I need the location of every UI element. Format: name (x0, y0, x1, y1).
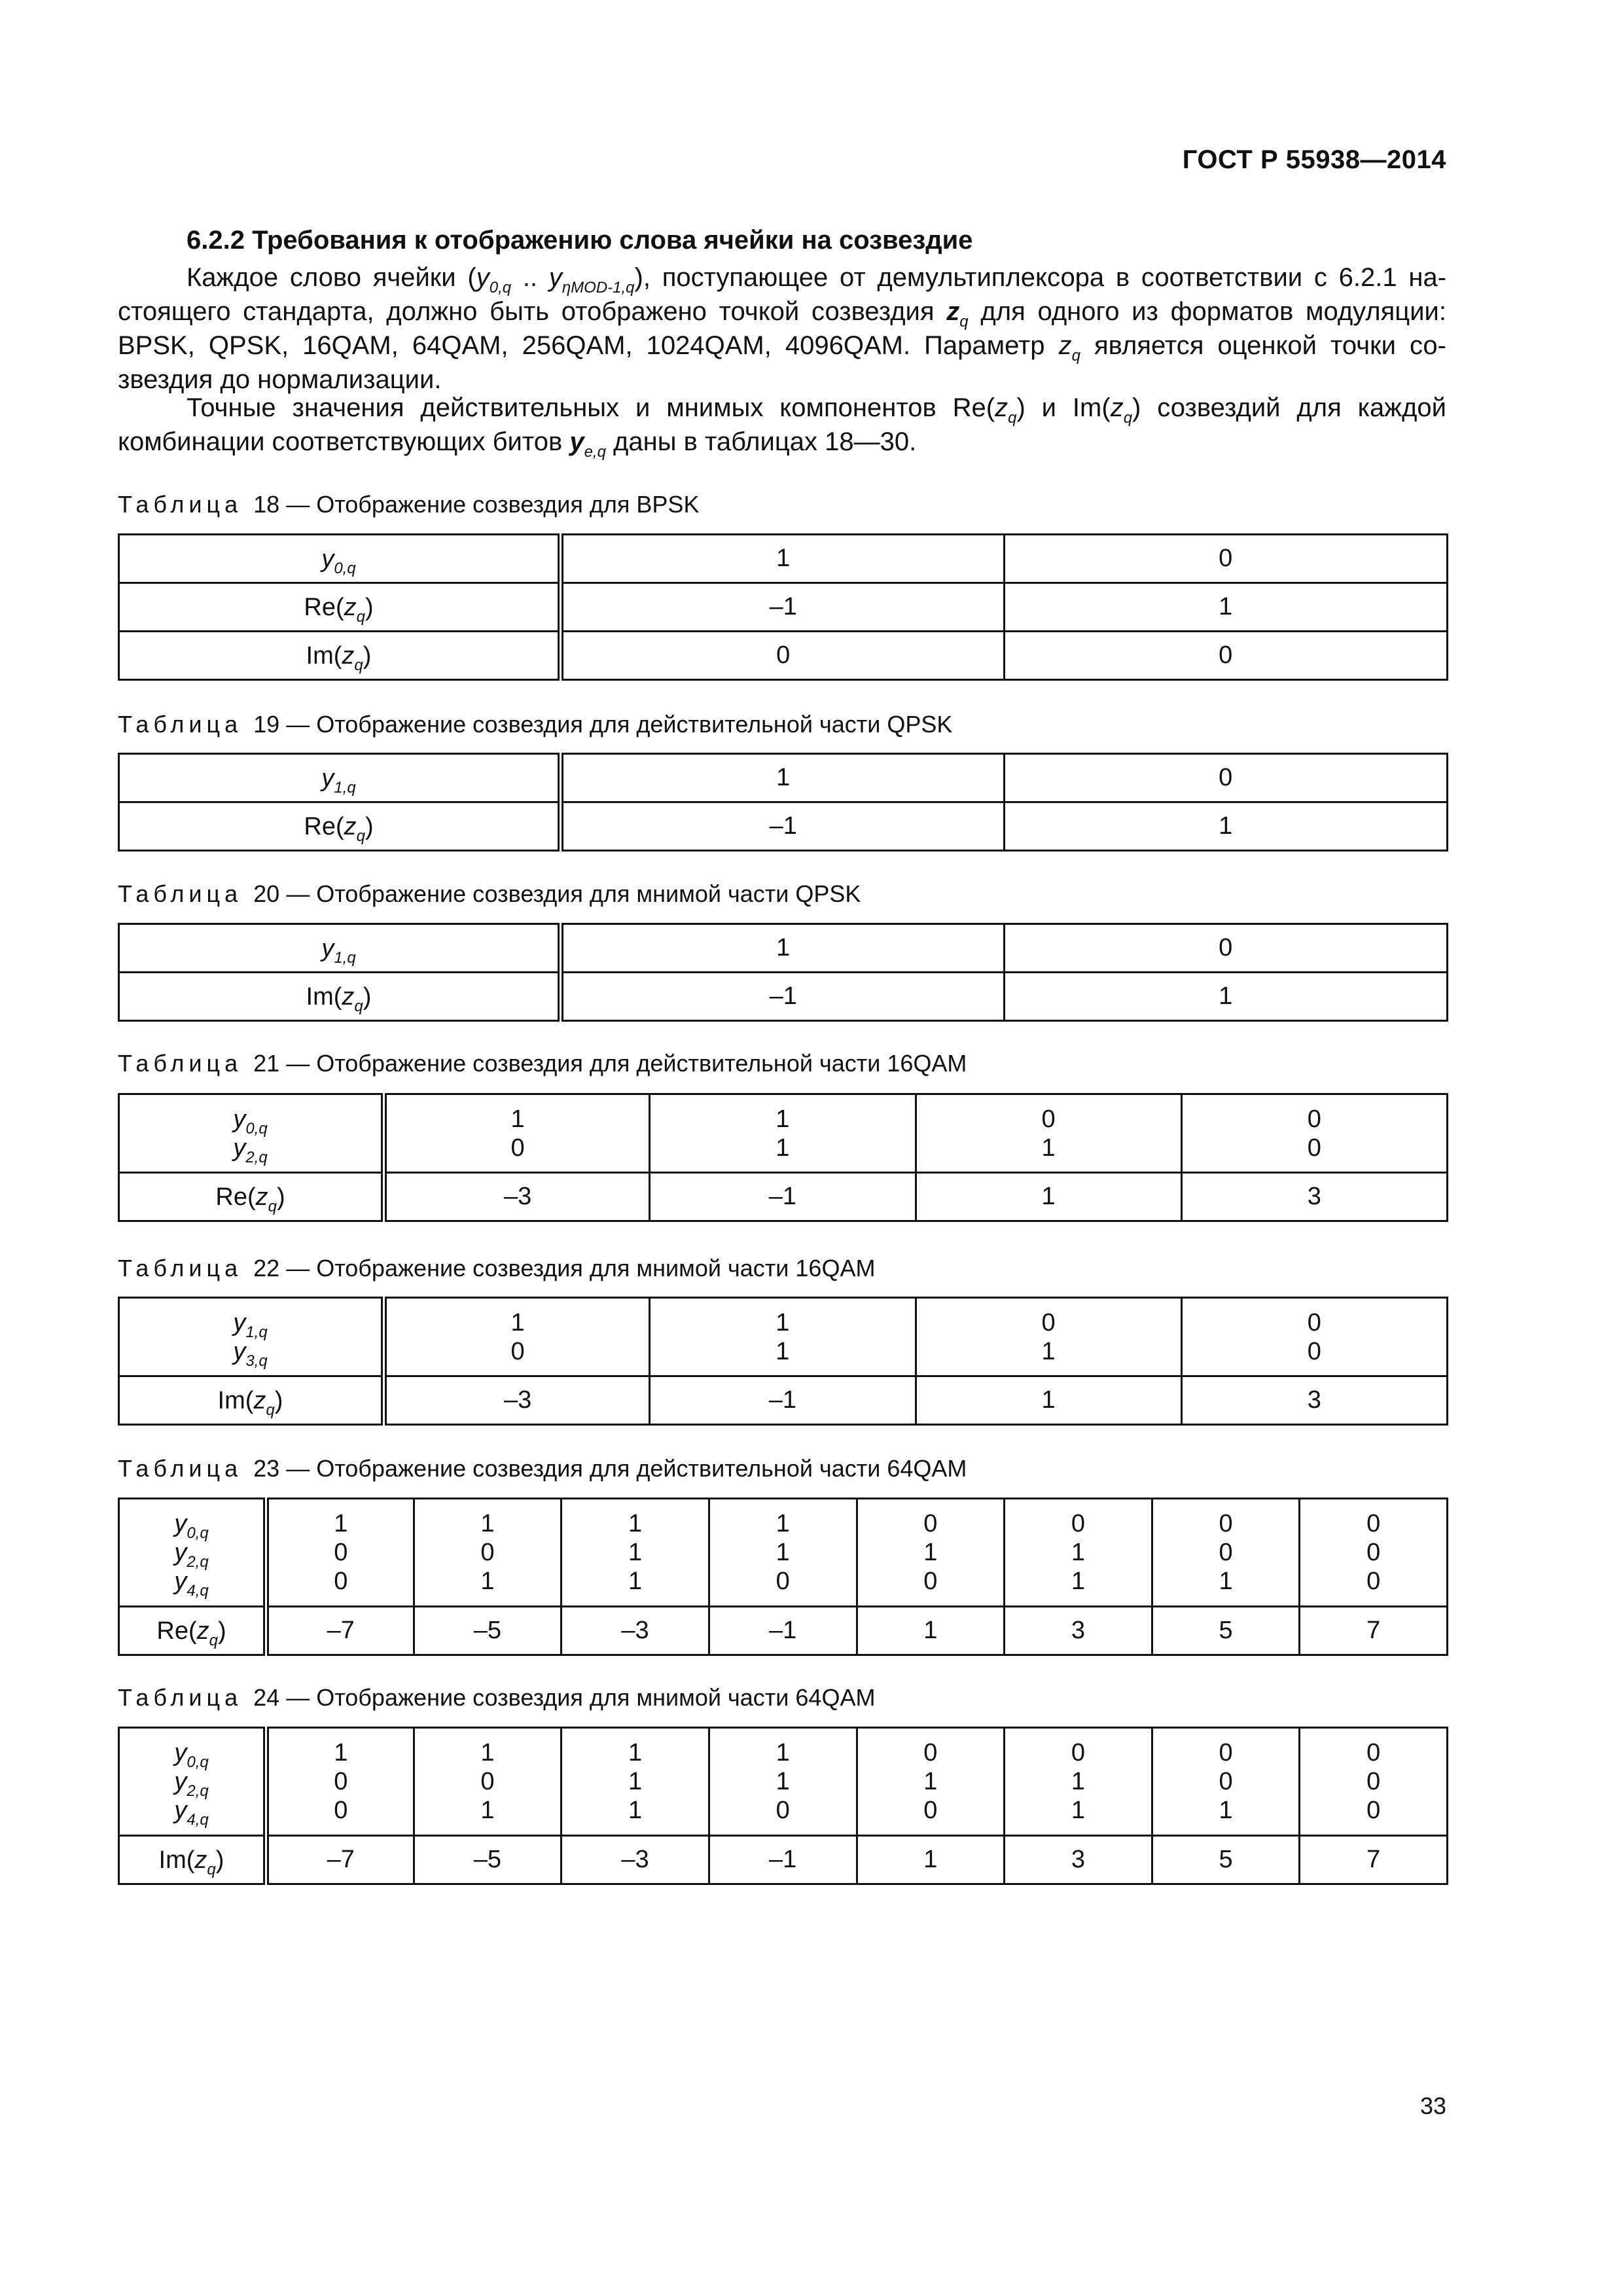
table-cell: 1 (857, 1607, 1005, 1655)
table-cell: 0 1 1 (1005, 1499, 1152, 1607)
table-caption-text: 23 — Отображение созвездия для действительной части 64QAM (253, 1455, 967, 1482)
table-cell: 1 (916, 1173, 1181, 1221)
table-cell: –1 (709, 1607, 857, 1655)
paragraph-2-line-2: комбинации соответствующих битов $y_{e,q}$ даны в таблицах 18—30. (118, 427, 917, 461)
row-header: $y_{0,q}$ $y_{2,q}$ (119, 1094, 384, 1173)
table-cell: 1 0 (384, 1094, 650, 1173)
row-header: $Im(z_q)$ (119, 1836, 266, 1884)
table-cell: 1 0 1 (414, 1499, 562, 1607)
mapping-table (118, 533, 1448, 681)
table-cell: 3 (1181, 1173, 1447, 1221)
paragraph-2 (118, 391, 1446, 459)
table-cell: –1 (650, 1376, 916, 1425)
table-cell: 0 0 (1181, 1298, 1447, 1376)
table-cell: 3 (1181, 1376, 1447, 1425)
table-cell: 0 1 1 (1005, 1728, 1152, 1836)
table-cell: –5 (414, 1607, 562, 1655)
table-row (119, 632, 1448, 680)
table-cell: –1 (561, 802, 1005, 851)
mapping-table (118, 1297, 1448, 1426)
row-header: $Re(z_q)$ (119, 1607, 266, 1655)
row-header: $y_{0,q}$ $y_{2,q}$ $y_{4,q}$ (119, 1499, 266, 1607)
table-row (119, 1173, 1448, 1221)
table-caption (118, 1255, 875, 1282)
table-cell: 0 (1004, 754, 1448, 802)
table-cell: 1 1 0 (709, 1728, 857, 1836)
table-cell: –3 (384, 1376, 650, 1425)
table-row (119, 1607, 1448, 1655)
table-caption (118, 491, 699, 518)
row-header: $Re(z_q)$ (119, 583, 561, 632)
table-cell: 1 (857, 1836, 1005, 1884)
table-cell: 7 (1300, 1607, 1448, 1655)
table-row (119, 1836, 1448, 1884)
section-heading: 6.2.2 Требования к отображению слова ячейки на созвездие (187, 226, 973, 255)
table-row (119, 1728, 1448, 1836)
table-cell: 7 (1300, 1836, 1448, 1884)
table-caption-word: Таблица (118, 1684, 254, 1711)
row-header: $y_{0,q}$ (119, 535, 561, 583)
mapping-table (118, 753, 1448, 852)
table-caption-word: Таблица (118, 1455, 254, 1482)
table-cell: 1 0 0 (266, 1728, 414, 1836)
row-header: $y_{1,q}$ $y_{3,q}$ (119, 1298, 384, 1376)
page-number: 33 (1419, 2092, 1446, 2119)
row-header: $Im(z_q)$ (119, 973, 561, 1021)
paragraph-1-line-3: BPSK, QPSK, 16QAM, 64QAM, 256QAM, 1024QAM, 4096QAM. Параметр $z_q$ является оценкой точки со- (118, 331, 1446, 365)
table-cell: –1 (650, 1173, 916, 1221)
table-cell: 5 (1152, 1607, 1300, 1655)
table-caption-text: 22 — Отображение созвездия для мнимой части 16QAM (253, 1255, 876, 1282)
table-cell: 0 1 0 (857, 1499, 1005, 1607)
table-cell: 1 1 1 (562, 1728, 709, 1836)
row-header: $y_{0,q}$ $y_{2,q}$ $y_{4,q}$ (119, 1728, 266, 1836)
table-cell: 1 (1004, 973, 1448, 1021)
table-caption (118, 1684, 875, 1712)
table-cell: 5 (1152, 1836, 1300, 1884)
table-cell: –1 (709, 1836, 857, 1884)
table-cell: –3 (562, 1607, 709, 1655)
table-cell: –1 (561, 973, 1005, 1021)
table-cell: –3 (384, 1173, 650, 1221)
table-cell: –7 (266, 1607, 414, 1655)
table-cell: 0 (1004, 632, 1448, 680)
table-cell: 1 (561, 754, 1005, 802)
table-caption (118, 711, 952, 738)
table-cell: 1 1 1 (562, 1499, 709, 1607)
table-caption-word: Таблица (118, 880, 254, 907)
table-cell: 0 0 (1181, 1094, 1447, 1173)
table-caption-text: 18 — Отображение созвездия для BPSK (253, 491, 700, 518)
table-cell: 1 1 0 (709, 1499, 857, 1607)
table-cell: –5 (414, 1836, 562, 1884)
table-row (119, 583, 1448, 632)
table-row (119, 754, 1448, 802)
table-cell: 1 1 (650, 1298, 916, 1376)
table-cell: 0 0 0 (1300, 1728, 1448, 1836)
table-cell: 1 1 (650, 1094, 916, 1173)
row-header: $y_{1,q}$ (119, 924, 561, 973)
table-row (119, 535, 1448, 583)
table-cell: 1 0 0 (266, 1499, 414, 1607)
table-cell: 1 0 (384, 1298, 650, 1376)
table-caption-text: 24 — Отображение созвездия для мнимой части 64QAM (253, 1684, 876, 1711)
mapping-table (118, 1727, 1448, 1885)
mapping-table (118, 923, 1448, 1022)
table-cell: 0 1 (916, 1298, 1181, 1376)
table-cell: 0 (1004, 924, 1448, 973)
table-row (119, 1094, 1448, 1173)
table-caption-word: Таблица (118, 1050, 254, 1077)
table-caption (118, 1050, 967, 1077)
table-row (119, 802, 1448, 851)
table-caption-word: Таблица (118, 491, 254, 518)
standard-number: ГОСТ Р 55938—2014 (1182, 145, 1446, 174)
table-cell: 3 (1005, 1607, 1152, 1655)
table-caption (118, 880, 861, 908)
table-cell: 0 (561, 632, 1005, 680)
table-row (119, 973, 1448, 1021)
table-caption-text: 19 — Отображение созвездия для действительной части QPSK (253, 711, 953, 738)
table-cell: –3 (562, 1836, 709, 1884)
row-header: $y_{1,q}$ (119, 754, 561, 802)
table-caption-text: 20 — Отображение созвездия для мнимой части QPSK (253, 880, 861, 907)
table-cell: 3 (1005, 1836, 1152, 1884)
row-header: $Re(z_q)$ (119, 1173, 384, 1221)
table-cell: 1 (1004, 583, 1448, 632)
table-row (119, 1376, 1448, 1425)
paragraph-1 (118, 260, 1446, 397)
mapping-table (118, 1093, 1448, 1222)
table-caption-word: Таблица (118, 1255, 254, 1282)
table-cell: 1 0 1 (414, 1728, 562, 1836)
table-row (119, 924, 1448, 973)
table-cell: 0 0 1 (1152, 1728, 1300, 1836)
table-cell: 0 1 (916, 1094, 1181, 1173)
table-caption-word: Таблица (118, 711, 254, 738)
table-cell: 1 (916, 1376, 1181, 1425)
table-caption (118, 1455, 967, 1482)
table-row (119, 1298, 1448, 1376)
table-cell: 1 (1004, 802, 1448, 851)
paragraph-1-line-1: Каждое слово ячейки ($y_{0,q}$ .. $y_{\eta MOD-1,q}$), поступающее от демультиплексора в соответствии с 6.2.1 на- (187, 263, 1447, 296)
paragraph-1-line-4: звездия до нормализации. (118, 365, 442, 394)
row-header: $Im(z_q)$ (119, 632, 561, 680)
paragraph-2-line-1: Точные значения действительных и мнимых компонентов $Re(z_q)$ и $Im(z_q)$ созвездий для каждой (187, 393, 1446, 427)
table-cell: 0 0 1 (1152, 1499, 1300, 1607)
table-cell: 0 0 0 (1300, 1499, 1448, 1607)
table-cell: –7 (266, 1836, 414, 1884)
table-cell: –1 (561, 583, 1005, 632)
table-cell: 0 1 0 (857, 1728, 1005, 1836)
paragraph-1-line-2: стоящего стандарта, должно быть отображено точкой созвездия $z_q$ для одного из форматов модуляции: (118, 297, 1446, 331)
table-cell: 0 (1004, 535, 1448, 583)
mapping-table (118, 1498, 1448, 1656)
table-cell: 1 (561, 924, 1005, 973)
table-row (119, 1499, 1448, 1607)
table-cell: 1 (561, 535, 1005, 583)
table-caption-text: 21 — Отображение созвездия для действительной части 16QAM (253, 1050, 967, 1077)
row-header: $Im(z_q)$ (119, 1376, 384, 1425)
row-header: $Re(z_q)$ (119, 802, 561, 851)
